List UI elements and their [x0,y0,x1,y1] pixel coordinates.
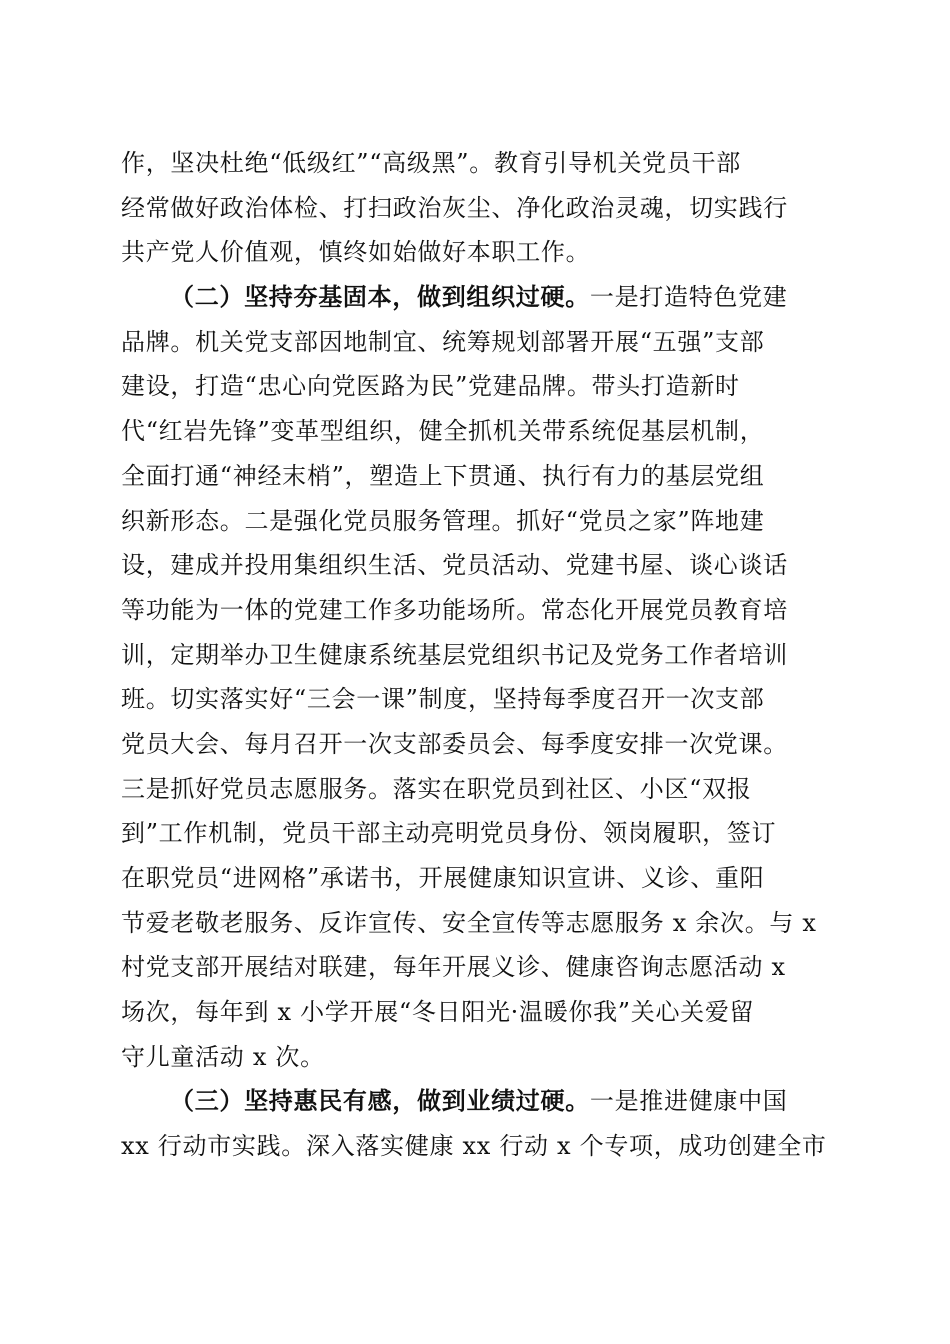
text-run: 一是打造特色党建 [589,283,788,312]
document-body [121,141,829,1169]
text-line: 经常做好政治体检、打扫政治灰尘、净化政治灵魂，切实践行 [121,193,788,222]
text-line: 场次，每年到 x 小学开展“冬日阳光·温暖你我”关心关爱留 [121,998,755,1027]
text-line: 三是抓好党员志愿服务。落实在职党员到社区、小区“双报 [121,774,752,803]
section-heading: （三）坚持惠民有感，做到业绩过硬。 [170,1086,590,1116]
text-line: 守儿童活动 x 次。 [121,1042,325,1071]
text-line: 共产党人价值观，慎终如始做好本职工作。 [121,238,591,267]
text-line: 织新形态。二是强化党员服务管理。抓好“党员之家”阵地建 [121,506,765,535]
text-line: 到”工作机制，党员干部主动亮明党员身份、领岗履职，签订 [121,819,777,848]
text-line: 班。切实落实好“三会一课”制度，坚持每季度召开一次支部 [121,685,765,714]
text-line: 在职党员“进网格”承诺书，开展健康知识宣讲、义诊、重阳 [121,864,765,892]
text-line: 全面打通“神经末梢”，塑造上下贯通、执行有力的基层党组 [121,461,765,490]
text-line: 训，定期举办卫生健康系统基层党组织书记及党务工作者培训 [121,640,788,669]
text-line: 设，建成并投用集组织生活、党员活动、党建书屋、谈心谈话 [121,551,788,580]
section-heading: （二）坚持夯基固本，做到组织过硬。 [170,282,590,312]
text-line: 建设，打造“忠心向党医路为民”党建品牌。带头打造新时 [121,372,740,401]
text-run: 一是推进健康中国 [589,1087,788,1116]
text-line: 村党支部开展结对联建，每年开展义诊、健康咨询志愿活动 x [121,953,786,982]
text-line: 节爱老敬老服务、反诈宣传、安全宣传等志愿服务 x 余次。与 x [121,908,817,937]
text-line: 代“红岩先锋”变革型组织，健全抓机关带系统促基层机制， [121,417,765,446]
text-line: 党员大会、每月召开一次支部委员会、每季度安排一次党课。 [121,729,788,758]
text-line: xx 行动市实践。深入落实健康 xx 行动 x 个专项，成功创建全市 [121,1132,827,1161]
text-line: 等功能为一体的党建工作多功能场所。常态化开展党员教育培 [121,595,788,624]
paragraph-first-line [121,275,829,320]
text-line: 作，坚决杜绝“低级红”“高级黑”。教育引导机关党员干部 [121,149,741,177]
text-line: 品牌。机关党支部因地制宜、统筹规划部署开展“五强”支部 [121,327,765,356]
paragraph-first-line [121,1079,829,1124]
